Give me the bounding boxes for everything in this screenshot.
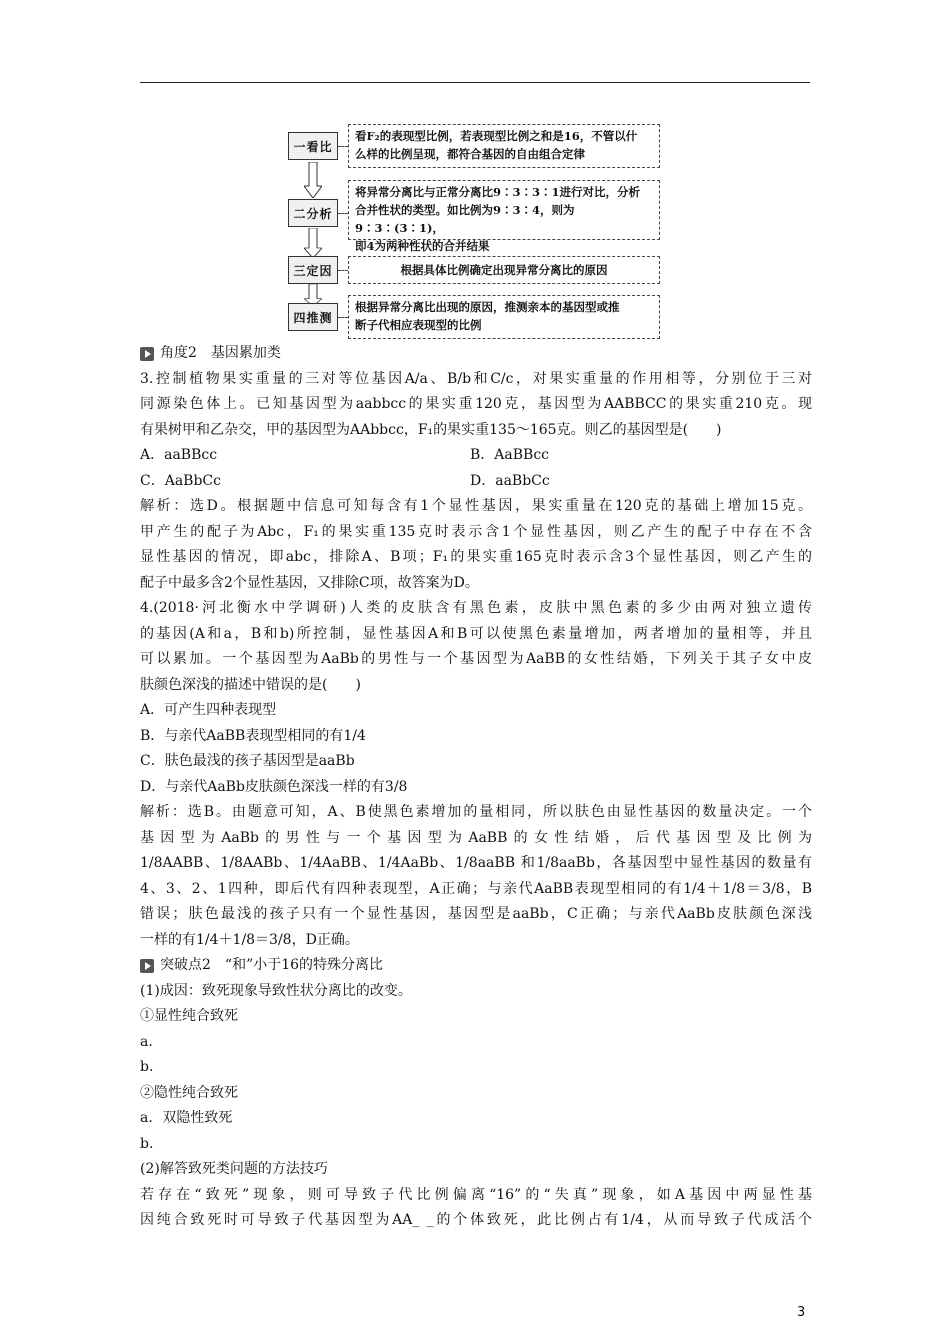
header-rule (140, 82, 810, 83)
flow-step-1: 一看比 (288, 132, 338, 160)
q3-analysis-line: 甲产生的配子为Abc，F₁的果实重135克时表示含1个显性基因，则乙产生的配子中存在不含 (140, 523, 812, 540)
flow-connector-1 (338, 146, 348, 147)
option-b: B．与亲代AaBB表现型相同的有1/4 (140, 727, 366, 744)
breakthrough-2-body (140, 979, 812, 1234)
q3-options-row (140, 443, 812, 469)
question-4 (140, 596, 812, 953)
q4-line: 4.(2018·河北衡水中学调研)人类的皮肤含有黑色素，皮肤中黑色素的多少由两对独立遗传 (140, 600, 812, 616)
q4-line: 的基因(A和a，B和b)所控制，显性基因A和B可以使黑色素量增加，两者增加的量相等，并且 (140, 625, 812, 642)
bp2-line: a. (140, 1033, 153, 1050)
q3-line: 有果树甲和乙杂交，甲的基因型为AAbbcc，F₁的果实重135～165克。则乙的基因型是( ) (140, 421, 722, 438)
q4-analysis-line: 基因型为AaBb的男性与一个基因型为AaBB的女性结婚，后代基因型及比例为 (140, 829, 812, 846)
option-c: C．肤色最浅的孩子基因型是aaBb (140, 753, 355, 769)
bp2-line: (2)解答致死类问题的方法技巧 (140, 1161, 328, 1177)
flow-desc-2-line-1: 将异常分离比与正常分离比9∶3∶3∶1进行对比，分析 (355, 185, 641, 199)
flow-step-4: 四推测 (288, 303, 338, 331)
q3-analysis-line: 解析：选D。根据题中信息可知每含有1个显性基因，果实重量在120克的基础上增加15克。 (140, 498, 812, 514)
q4-line: 肤颜色深浅的描述中错误的是( ) (140, 676, 361, 693)
bp2-line: b. (140, 1059, 154, 1075)
flow-desc-4 (348, 295, 660, 339)
q4-analysis-line: 解析：选B。由题意可知，A、B使黑色素增加的量相同，所以肤色由显性基因的数量决定。一个 (140, 804, 812, 820)
q4-analysis-line: 错误；肤色最浅的孩子只有一个显性基因，基因型是aaBb，C正确；与亲代AaBb皮肤颜色深浅 (140, 906, 812, 922)
section-heading-angle2: 角度2 基因累加类 (140, 341, 812, 367)
option-c: C．AaBbCc (140, 472, 221, 489)
flow-desc-2-line-3: 即4为两种性状的合并结果 (355, 239, 490, 253)
bp2-line: ①显性纯合致死 (140, 1008, 238, 1024)
play-icon (140, 347, 154, 361)
bp2-line: 若存在“致死”现象，则可导致子代比例偏离“16”的“失真”现象，如A基因中两显性基 (140, 1186, 812, 1203)
flow-step-2: 二分析 (288, 199, 338, 227)
flow-desc-4-line-2: 断子代相应表现型的比例 (355, 318, 482, 332)
flow-desc-2-line-2: 合并性状的类型。如比例为9∶3∶4，则为9∶3∶(3∶1)， (355, 203, 575, 235)
flow-desc-1-line-2: 么样的比例呈现，都符合基因的自由组合定律 (355, 147, 585, 161)
down-arrow-icon (304, 228, 322, 258)
q3-options-row (140, 469, 812, 495)
bp2-line: 因纯合致死时可导致子代基因型为AA_ _的个体致死，此比例占有1/4，从而导致子代成活个 (140, 1212, 812, 1228)
question-3 (140, 367, 812, 597)
flow-connector-2 (338, 213, 348, 214)
bp2-line: (1)成因：致死现象导致性状分离比的改变。 (140, 982, 412, 999)
q3-line: 同源染色体上。已知基因型为aabbcc的果实重120克，基因型为AABBCC的果实重210克。现 (140, 396, 812, 412)
q3-analysis-line: 配子中最多含2个显性基因，又排除C项，故答案为D。 (140, 574, 479, 591)
flow-desc-4-line-1: 根据异常分离比出现的原因，推测亲本的基因型或推 (355, 300, 620, 314)
flow-desc-1-line-1: 看F₂的表现型比例，若表现型比例之和是16，不管以什 (355, 129, 638, 143)
option-d: D．与亲代AaBb皮肤颜色深浅一样的有3/8 (140, 778, 408, 795)
flow-desc-2 (348, 180, 660, 253)
main-text (140, 341, 812, 1234)
q4-analysis-line: 一样的有1/4＋1/8＝3/8，D正确。 (140, 931, 359, 948)
flow-desc-3 (348, 256, 660, 284)
flow-desc-3-line-1: 根据具体比例确定出现异常分离比的原因 (400, 263, 608, 277)
option-d: D．aaBbCc (470, 472, 550, 489)
section-heading-breakthrough2: 突破点2 “和”小于16的特殊分离比 (140, 953, 812, 979)
down-arrow-icon (304, 162, 322, 198)
q3-line: 3.控制植物果实重量的三对等位基因A/a、B/b和C/c，对果实重量的作用相等，分别位于三对 (140, 370, 812, 387)
flow-desc-1 (348, 124, 660, 168)
q4-analysis-line: 4、3、2、1四种，即后代有四种表现型，A正确；与亲代AaBB表现型相同的有1/4＋1/8＝3/8，B (140, 880, 812, 897)
page-number: 3 (797, 1305, 806, 1320)
q3-analysis-line: 显性基因的情况，即abc，排除A、B项；F₁的果实重165克时表示含3个显性基因，则乙产生的 (140, 549, 812, 565)
bp2-line: ②隐性纯合致死 (140, 1084, 238, 1101)
bp2-line: a．双隐性致死 (140, 1110, 233, 1126)
q4-analysis-line: 1/8AABB、1/8AABb、1/4AaBB、1/4AaBb、1/8aaBB 和1/8aaBb，各基因型中显性基因的数量有 (140, 855, 812, 871)
option-a: A．可产生四种表现型 (140, 702, 277, 718)
flow-connector-3 (338, 270, 348, 271)
play-icon (140, 959, 154, 973)
q4-line: 可以累加。一个基因型为AaBb的男性与一个基因型为AaBB的女性结婚，下列关于其子女中皮 (140, 651, 812, 667)
option-a: A．aaBBcc (140, 447, 218, 463)
bp2-line: b. (140, 1135, 154, 1152)
option-b: B．AaBBcc (470, 447, 550, 463)
flow-step-3: 三定因 (288, 256, 338, 284)
flow-connector-4 (338, 317, 348, 318)
